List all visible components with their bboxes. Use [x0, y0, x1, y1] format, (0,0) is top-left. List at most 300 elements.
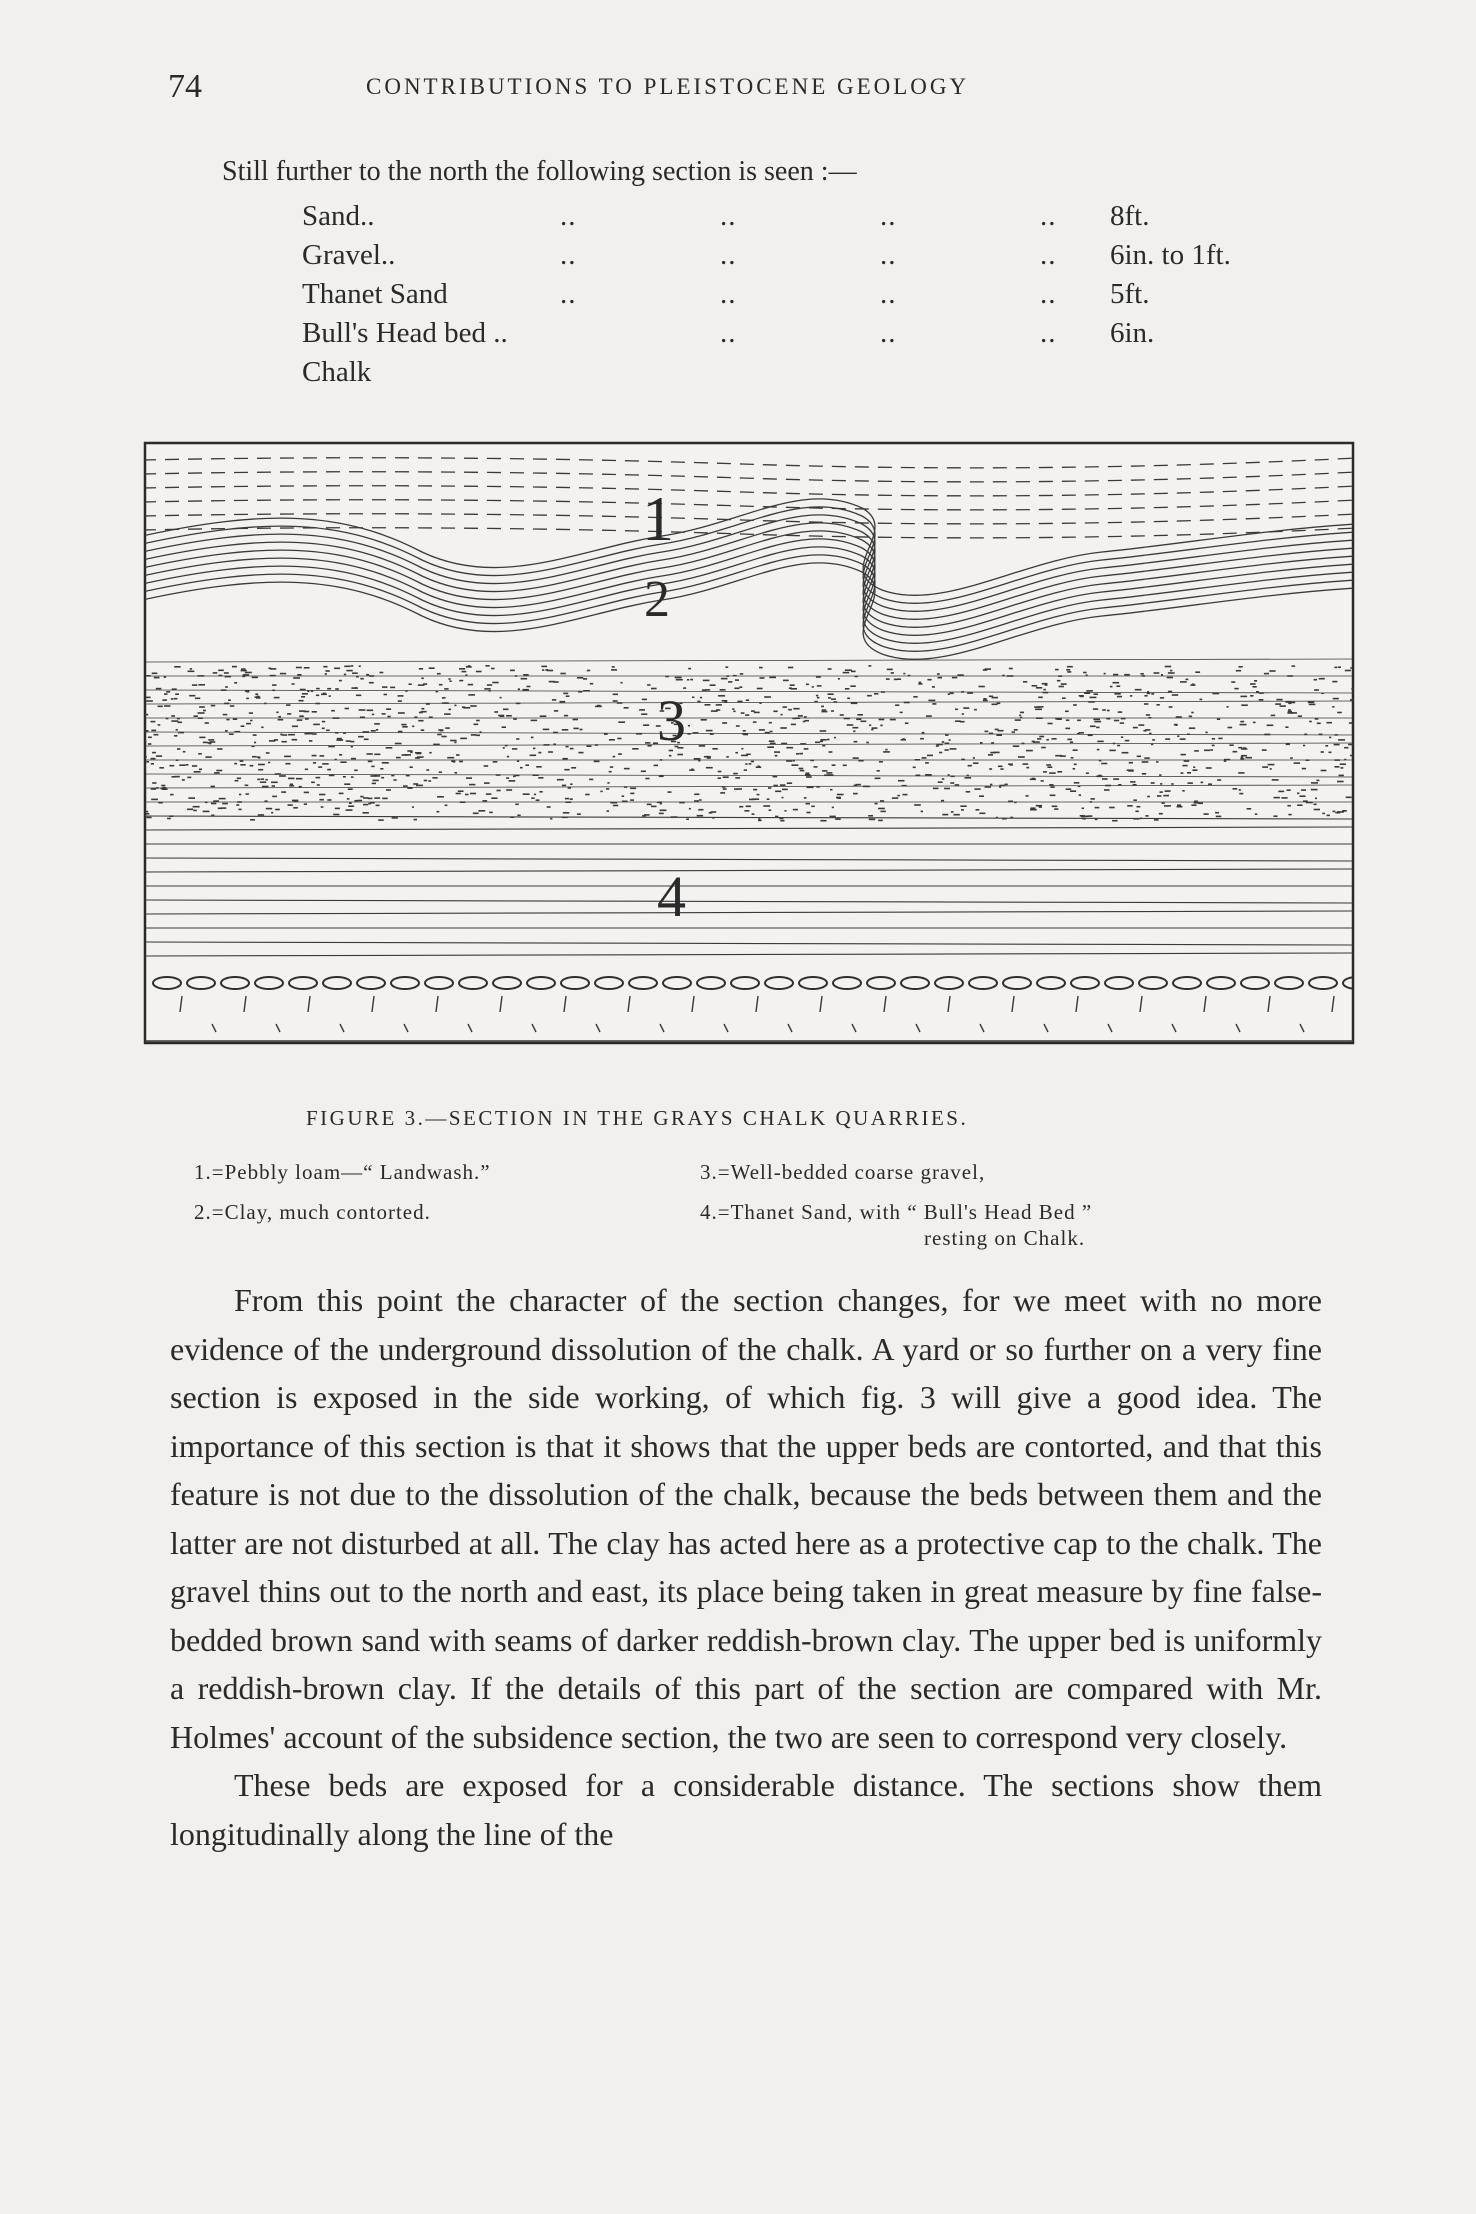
gravel-speck [343, 776, 346, 778]
gravel-speck [1191, 712, 1193, 714]
gravel-speck [1204, 813, 1209, 815]
gravel-speck [878, 808, 885, 810]
gravel-speck [544, 744, 550, 746]
gravel-speck [749, 763, 752, 765]
gravel-speck [496, 774, 501, 776]
gravel-speck [258, 814, 264, 816]
gravel-speck [465, 794, 469, 796]
leader-dots: .. [880, 278, 897, 310]
gravel-speck [1114, 693, 1120, 695]
gravel-speck [1288, 711, 1292, 713]
gravel-speck [832, 807, 834, 809]
gravel-speck [770, 743, 776, 745]
gravel-speck [1039, 806, 1042, 808]
gravel-speck [502, 726, 506, 728]
gravel-speck [156, 755, 162, 757]
gravel-speck [553, 744, 556, 746]
gravel-speck [733, 711, 735, 713]
gravel-speck [1287, 675, 1293, 677]
gravel-speck [1276, 699, 1282, 701]
gravel-speck [449, 680, 451, 682]
gravel-speck [278, 716, 281, 718]
gravel-speck [1287, 805, 1291, 807]
gravel-speck [686, 818, 689, 820]
gravel-speck [311, 782, 315, 784]
gravel-speck [618, 753, 622, 755]
gravel-speck [1302, 768, 1306, 770]
gravel-speck [942, 814, 948, 816]
gravel-speck [853, 727, 859, 729]
gravel-speck [312, 733, 316, 735]
layer-number-4: 4 [657, 864, 686, 929]
gravel-speck [1332, 681, 1337, 683]
gravel-speck [1142, 761, 1149, 763]
gravel-speck [913, 696, 917, 698]
gravel-speck [1231, 681, 1235, 683]
gravel-speck [1133, 799, 1137, 801]
gravel-speck [1094, 721, 1101, 723]
gravel-speck [570, 798, 573, 800]
gravel-speck [951, 776, 955, 778]
gravel-speck [1241, 755, 1247, 757]
gravel-speck [613, 805, 619, 807]
gravel-speck [270, 668, 276, 670]
gravel-speck [600, 791, 602, 793]
gravel-speck [489, 690, 491, 692]
gravel-speck [199, 737, 205, 739]
gravel-speck [198, 684, 205, 686]
gravel-speck [1194, 750, 1199, 752]
gravel-speck [735, 752, 738, 754]
gravel-speck [418, 720, 423, 722]
gravel-speck [372, 783, 376, 785]
gravel-speck [647, 804, 652, 806]
gravel-speck [1079, 695, 1084, 697]
gravel-speck [339, 680, 342, 682]
gravel-speck [1086, 675, 1088, 677]
gravel-speck [321, 694, 327, 696]
gravel-speck [677, 754, 683, 756]
gravel-speck [513, 718, 517, 720]
gravel-speck [707, 757, 711, 759]
gravel-speck [246, 698, 249, 700]
gravel-speck [718, 771, 722, 773]
gravel-speck [1038, 697, 1043, 699]
gravel-speck [648, 745, 652, 747]
gravel-speck [1208, 783, 1212, 785]
gravel-speck [1084, 816, 1088, 818]
figure-caption: FIGURE 3.—SECTION IN THE GRAYS CHALK QUARRIES. [306, 1106, 969, 1130]
gravel-speck [617, 702, 623, 704]
gravel-speck [1118, 784, 1121, 786]
gravel-speck [1236, 670, 1241, 672]
gravel-speck [775, 755, 778, 757]
gravel-speck [346, 809, 353, 811]
gravel-speck [827, 739, 830, 741]
gravel-speck [757, 688, 763, 690]
gravel-speck [386, 789, 391, 791]
gravel-speck [1177, 806, 1183, 808]
gravel-speck [822, 709, 827, 711]
gravel-speck [743, 730, 746, 732]
gravel-speck [217, 748, 222, 750]
gravel-speck [624, 786, 627, 788]
gravel-speck [779, 818, 783, 820]
gravel-speck [566, 695, 570, 697]
gravel-speck [225, 686, 228, 688]
gravel-speck [758, 818, 760, 820]
gravel-speck [1187, 733, 1189, 735]
gravel-speck [359, 665, 361, 667]
gravel-speck [485, 665, 489, 667]
gravel-speck [230, 705, 235, 707]
gravel-speck [205, 722, 209, 724]
gravel-speck [812, 686, 814, 688]
gravel-speck [710, 684, 716, 686]
gravel-speck [937, 673, 940, 675]
gravel-speck [1091, 798, 1095, 800]
gravel-speck [322, 728, 325, 730]
gravel-speck [998, 730, 1004, 732]
gravel-speck [1020, 712, 1024, 714]
gravel-speck [1014, 802, 1017, 804]
gravel-speck [380, 768, 383, 770]
gravel-speck [462, 706, 465, 708]
gravel-speck [700, 697, 702, 699]
gravel-speck [176, 729, 178, 731]
gravel-speck [1171, 783, 1174, 785]
gravel-speck [317, 784, 320, 786]
gravel-speck [1066, 788, 1072, 790]
gravel-speck [525, 764, 529, 766]
gravel-speck [174, 735, 177, 737]
gravel-speck [1002, 675, 1005, 677]
gravel-speck [354, 770, 358, 772]
gravel-speck [805, 720, 809, 722]
gravel-speck [249, 712, 253, 714]
gravel-speck [199, 706, 205, 708]
gravel-speck [1319, 734, 1323, 736]
gravel-speck [820, 741, 823, 743]
gravel-speck [239, 794, 241, 796]
gravel-speck [531, 797, 534, 799]
gravel-speck [578, 752, 583, 754]
gravel-speck [914, 804, 921, 806]
gravel-speck [886, 678, 890, 680]
gravel-speck [193, 810, 197, 812]
gravel-speck [564, 715, 568, 717]
gravel-speck [699, 745, 706, 747]
gravel-speck [1095, 819, 1098, 821]
gravel-speck [1018, 756, 1025, 758]
gravel-speck [225, 730, 228, 732]
gravel-speck [442, 702, 449, 704]
gravel-speck [493, 761, 498, 763]
gravel-speck [1161, 674, 1163, 676]
gravel-speck [302, 693, 308, 695]
gravel-speck [328, 746, 335, 748]
leader-dots: .. [560, 278, 577, 310]
gravel-speck [1271, 715, 1276, 717]
gravel-speck [974, 709, 977, 711]
gravel-speck [793, 760, 795, 762]
gravel-speck [421, 729, 425, 731]
gravel-speck [1114, 720, 1119, 722]
gravel-speck [1144, 703, 1149, 705]
gravel-speck [1315, 718, 1319, 720]
gravel-speck [585, 794, 590, 796]
gravel-speck [1297, 804, 1302, 806]
gravel-speck [1175, 724, 1177, 726]
gravel-speck [1187, 772, 1191, 774]
gravel-speck [208, 739, 214, 741]
gravel-speck [1308, 702, 1315, 704]
section-row-name: Sand.. [302, 200, 375, 232]
gravel-speck [221, 689, 226, 691]
gravel-speck [218, 808, 223, 810]
section-row-chalk [302, 356, 1282, 395]
gravel-speck [1334, 766, 1339, 768]
gravel-speck [352, 672, 358, 674]
gravel-speck [351, 746, 353, 748]
gravel-speck [1163, 795, 1169, 797]
gravel-speck [533, 748, 535, 750]
gravel-speck [1253, 722, 1256, 724]
gravel-speck [297, 719, 303, 721]
gravel-speck [414, 819, 417, 821]
gravel-speck [720, 689, 726, 691]
gravel-speck [301, 696, 305, 698]
gravel-speck [1054, 808, 1058, 810]
gravel-speck [412, 726, 414, 728]
gravel-speck [1096, 727, 1099, 729]
gravel-speck [1241, 756, 1243, 758]
gravel-speck [780, 727, 787, 729]
gravel-speck [166, 718, 169, 720]
gravel-speck [992, 697, 998, 699]
gravel-speck [339, 793, 344, 795]
gravel-speck [745, 714, 749, 716]
gravel-speck [1297, 793, 1299, 795]
gravel-speck [503, 747, 505, 749]
gravel-speck [1143, 730, 1146, 732]
gravel-speck [395, 743, 402, 745]
gravel-speck [193, 806, 200, 808]
gravel-speck [419, 712, 423, 714]
gravel-speck [1233, 788, 1238, 790]
gravel-speck [406, 775, 410, 777]
gravel-speck [757, 794, 760, 796]
gravel-speck [289, 785, 294, 787]
gravel-speck [313, 762, 316, 764]
gravel-speck [1253, 686, 1257, 688]
gravel-speck [190, 668, 192, 670]
gravel-speck [1130, 695, 1132, 697]
gravel-speck [1233, 751, 1238, 753]
gravel-speck [154, 677, 160, 679]
gravel-speck [976, 809, 980, 811]
gravel-speck [321, 806, 324, 808]
gravel-speck [151, 758, 156, 760]
gravel-speck [815, 742, 820, 744]
gravel-speck [373, 780, 379, 782]
gravel-speck [334, 668, 340, 670]
gravel-speck [754, 712, 760, 714]
gravel-speck [787, 782, 792, 784]
gravel-speck [804, 716, 807, 718]
gravel-speck [821, 711, 827, 713]
gravel-speck [1316, 780, 1319, 782]
gravel-speck [235, 780, 239, 782]
gravel-speck [261, 778, 264, 780]
gravel-speck [1045, 684, 1048, 686]
gravel-speck [915, 759, 920, 761]
gravel-speck [1189, 716, 1192, 718]
gravel-speck [1245, 757, 1252, 759]
gravel-speck [822, 770, 827, 772]
gravel-speck [484, 765, 489, 767]
gravel-speck [179, 764, 185, 766]
gravel-speck [1212, 693, 1219, 695]
gravel-speck [699, 799, 702, 801]
gravel-speck [961, 809, 964, 811]
gravel-speck [213, 672, 218, 674]
gravel-speck [1334, 667, 1337, 669]
gravel-speck [1285, 726, 1288, 728]
gravel-speck [382, 798, 388, 800]
gravel-speck [1125, 740, 1130, 742]
gravel-speck [1074, 782, 1080, 784]
gravel-speck [617, 738, 621, 740]
gravel-speck [1189, 727, 1195, 729]
gravel-speck [507, 756, 509, 758]
gravel-speck [280, 673, 286, 675]
gravel-speck [1121, 736, 1123, 738]
gravel-speck [938, 677, 943, 679]
gravel-speck [234, 763, 237, 765]
gravel-speck [659, 776, 664, 778]
gravel-speck [1240, 721, 1244, 723]
gravel-speck [424, 780, 428, 782]
gravel-speck [1110, 686, 1113, 688]
legend-item-2: 2.=Clay, much contorted. [194, 1200, 431, 1224]
gravel-speck [1206, 767, 1212, 769]
gravel-speck [610, 802, 617, 804]
gravel-speck [945, 734, 948, 736]
gravel-speck [918, 683, 922, 685]
gravel-speck [233, 718, 237, 720]
gravel-speck [1071, 757, 1074, 759]
gravel-speck [660, 810, 667, 812]
gravel-speck [473, 813, 479, 815]
gravel-speck [1010, 817, 1013, 819]
gravel-speck [945, 743, 950, 745]
gravel-speck [171, 715, 175, 717]
gravel-speck [540, 715, 547, 717]
gravel-speck [1184, 760, 1190, 762]
gravel-speck [868, 815, 873, 817]
gravel-speck [759, 702, 761, 704]
gravel-speck [578, 691, 582, 693]
gravel-speck [565, 798, 569, 800]
gravel-speck [834, 701, 838, 703]
gravel-speck [533, 774, 539, 776]
gravel-speck [838, 678, 840, 680]
gravel-speck [716, 704, 722, 706]
gravel-speck [405, 690, 408, 692]
gravel-speck [692, 697, 694, 699]
gravel-speck [942, 778, 945, 780]
gravel-speck [834, 737, 836, 739]
gravel-speck [752, 798, 759, 800]
gravel-speck [448, 678, 450, 680]
gravel-speck [516, 738, 519, 740]
gravel-speck [746, 699, 749, 701]
gravel-speck [913, 767, 916, 769]
gravel-speck [363, 812, 369, 814]
gravel-speck [175, 693, 179, 695]
gravel-speck [1338, 666, 1341, 668]
gravel-speck [1329, 737, 1331, 739]
gravel-speck [1036, 687, 1042, 689]
gravel-speck [409, 683, 412, 685]
gravel-speck [492, 682, 498, 684]
paragraph: From this point the character of the section changes, for we meet with no more evidence of the underground dissolution of the chalk. A yard or so further on a very fine section is exposed in the side working, of which fig. 3 will give a good idea. The importance of this section is that it shows that the upper beds are contorted, and that this feature is not due to the dissolution of the chalk, because the beds between them and the latter are not disturbed at all. The clay has acted here as a protective cap to the chalk. The gravel thins out to the north and east, its place being taken in great measure by fine false-bedded brown sand with seams of darker reddish-brown clay. The upper bed is uniformly a reddish-brown clay. If the details of this part of the section are compared with Mr. Holmes' account of the subsidence section, the two are seen to correspond very closely. [170, 1282, 1322, 1755]
gravel-speck [668, 791, 672, 793]
gravel-speck [415, 757, 420, 759]
gravel-speck [260, 781, 266, 783]
gravel-speck [1288, 703, 1291, 705]
gravel-speck [1113, 682, 1120, 684]
gravel-speck [390, 687, 395, 689]
gravel-speck [162, 787, 166, 789]
gravel-speck [740, 686, 743, 688]
gravel-speck [152, 752, 156, 754]
gravel-speck [1240, 696, 1247, 698]
gravel-speck [276, 712, 278, 714]
gravel-speck [145, 730, 149, 732]
gravel-speck [214, 772, 220, 774]
gravel-speck [973, 762, 978, 764]
leader-dots: .. [560, 239, 577, 271]
gravel-speck [753, 721, 757, 723]
gravel-speck [782, 789, 788, 791]
gravel-speck [1041, 706, 1044, 708]
gravel-speck [437, 796, 444, 798]
gravel-speck [444, 688, 448, 690]
gravel-speck [1022, 743, 1025, 745]
gravel-speck [916, 775, 921, 777]
gravel-speck [1167, 677, 1173, 679]
gravel-speck [1086, 690, 1093, 692]
leader-dots: .. [880, 239, 897, 271]
gravel-speck [1254, 680, 1257, 682]
gravel-speck [979, 795, 984, 797]
gravel-speck [1159, 813, 1163, 815]
gravel-speck [1036, 717, 1043, 719]
gravel-speck [245, 785, 249, 787]
gravel-speck [1093, 719, 1100, 721]
gravel-speck [1135, 811, 1138, 813]
gravel-speck [340, 761, 346, 763]
gravel-speck [554, 710, 558, 712]
gravel-speck [790, 688, 797, 690]
gravel-speck [1201, 782, 1204, 784]
gravel-speck [187, 777, 191, 779]
gravel-speck [885, 749, 887, 751]
gravel-speck [745, 763, 747, 765]
gravel-speck [944, 788, 950, 790]
